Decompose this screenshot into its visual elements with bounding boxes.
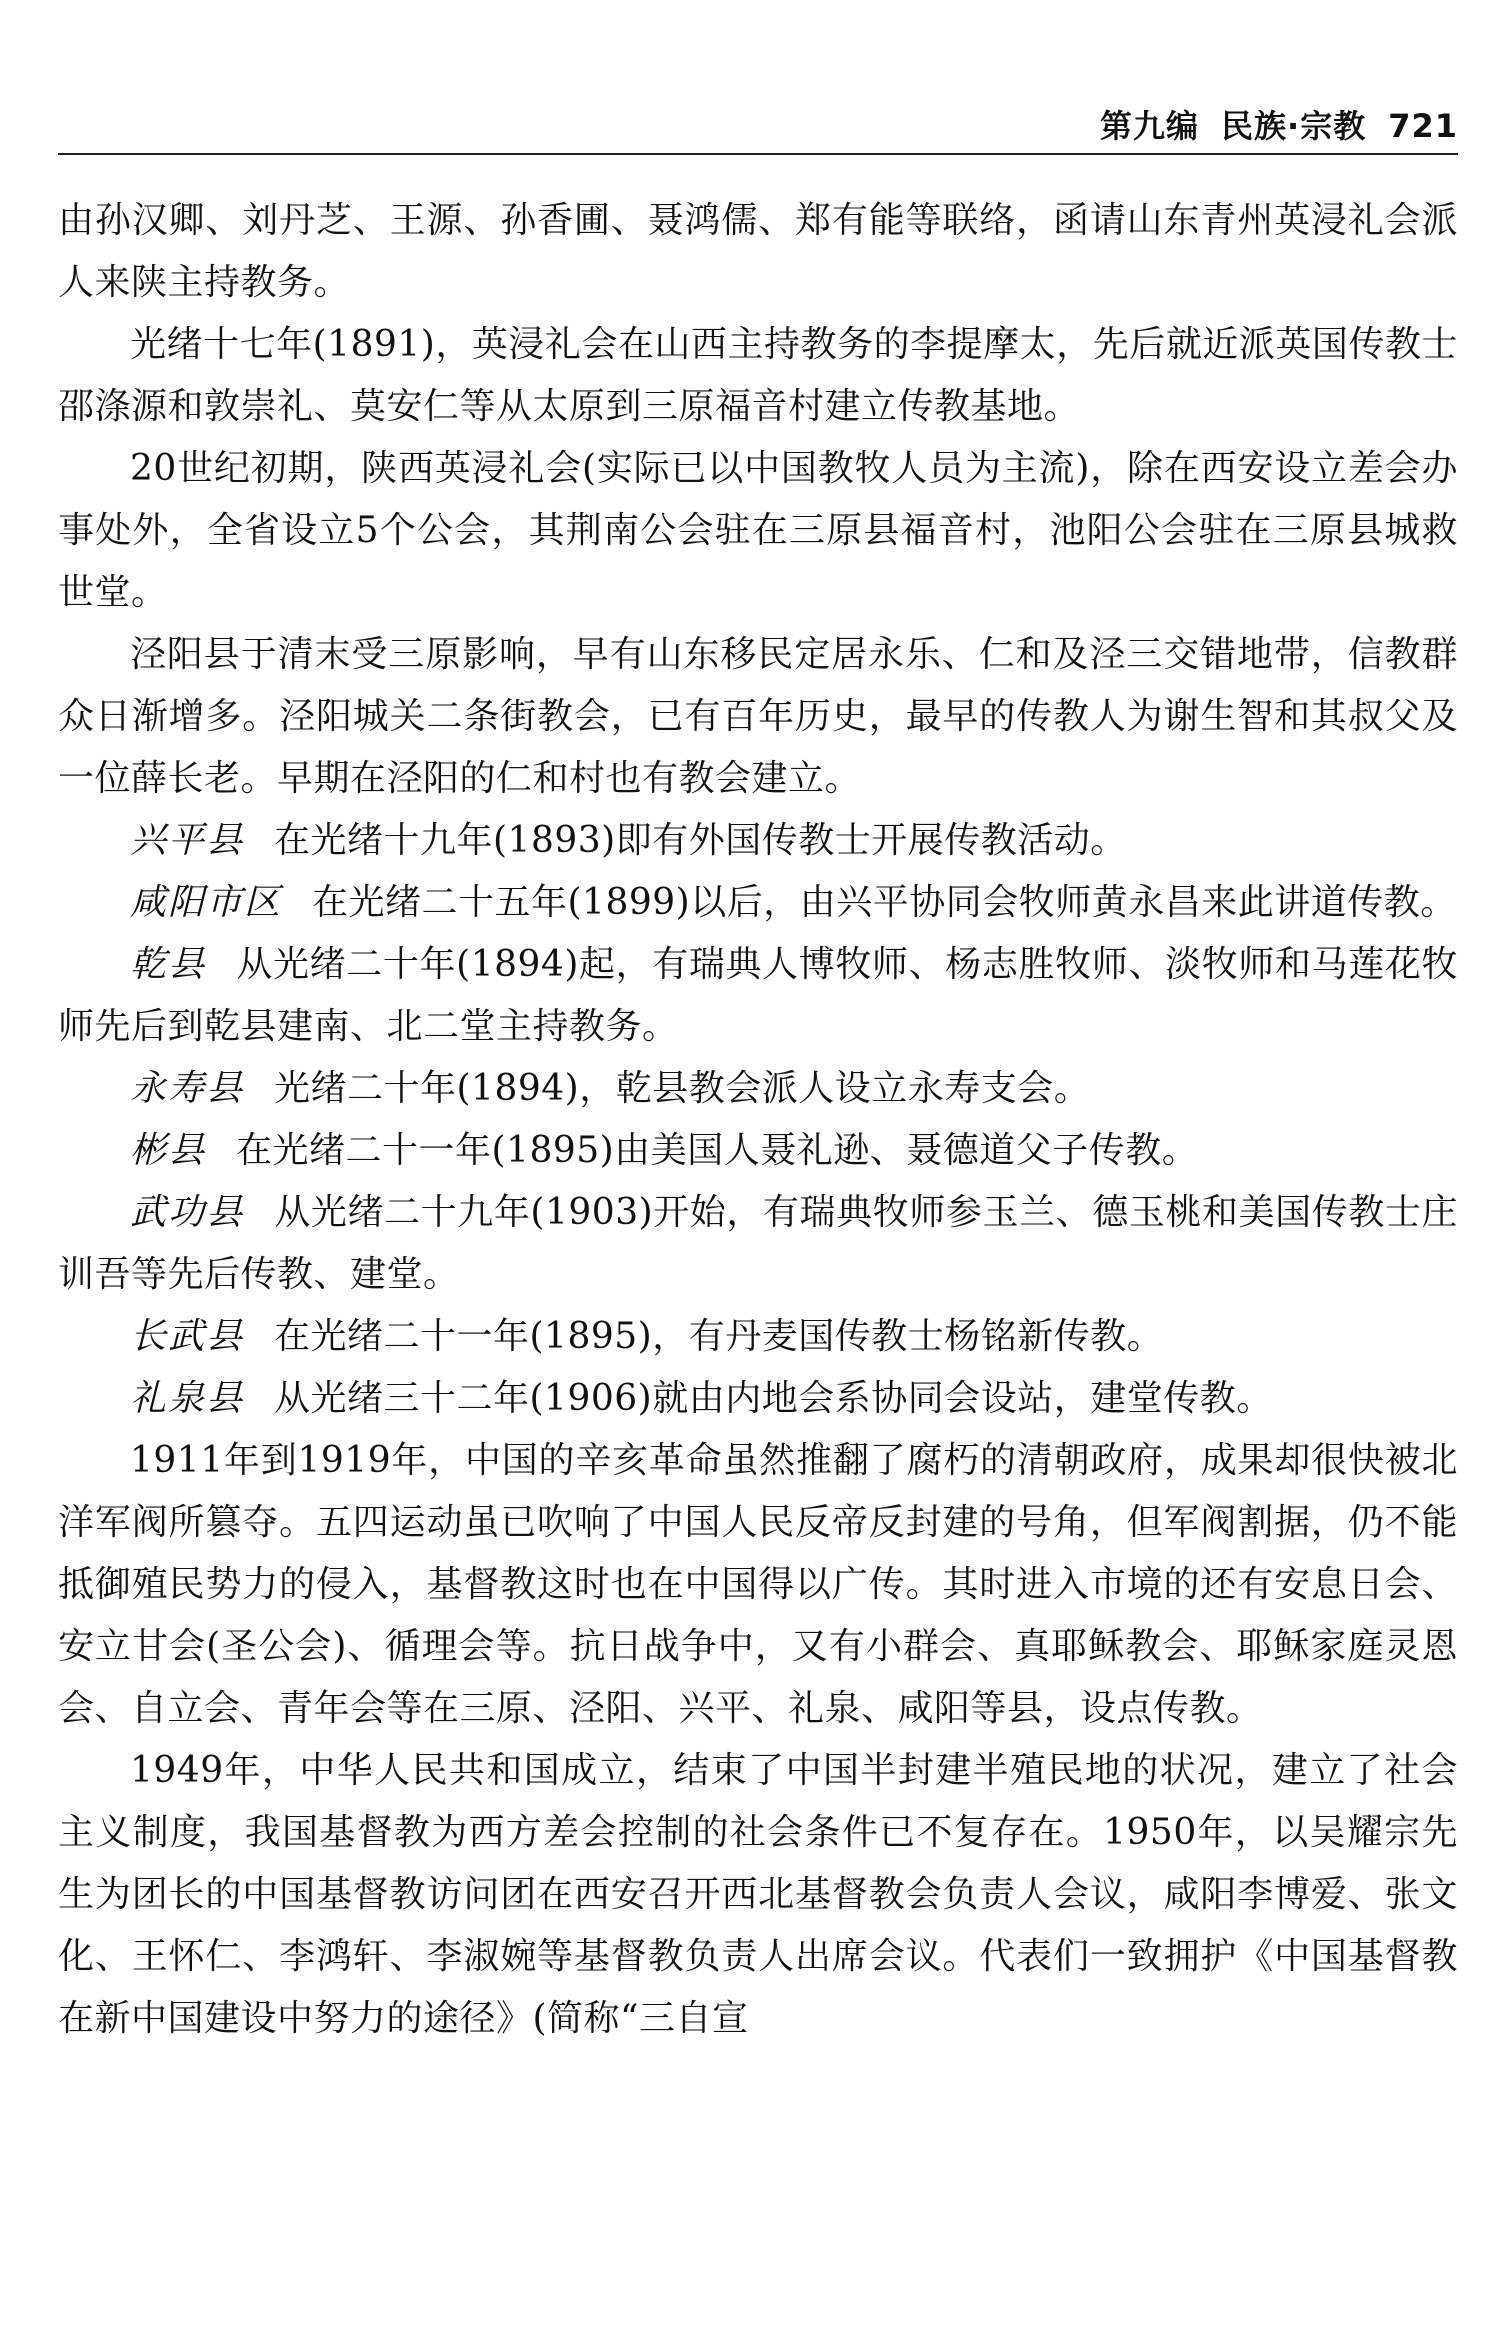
page-number: 721 [1388, 107, 1458, 145]
paragraph-text: 在光绪二十一年(1895)，有丹麦国传教士杨铭新传教。 [274, 1316, 1164, 1357]
paragraph [58, 438, 1458, 624]
running-head-part: 第九编 [1100, 107, 1200, 145]
paragraph-text: 在光绪二十五年(1899)以后，由兴平协同会牧师黄永昌来此讲道传教。 [312, 882, 1457, 923]
paragraph [58, 314, 1458, 438]
county-entry [58, 1368, 1458, 1430]
paragraph [58, 1430, 1458, 1740]
paragraph-text: 在光绪二十一年(1895)由美国人聂礼逊、聂德道父子传教。 [236, 1130, 1199, 1171]
county-name: 永寿县 [130, 1068, 245, 1109]
county-entry [58, 1182, 1458, 1306]
running-head-section: 民族·宗教 [1221, 107, 1367, 145]
paragraph-text: 由孙汉卿、刘丹芝、王源、孙香圃、聂鸿儒、郑有能等联络，函请山东青州英浸礼会派人来陕主持教务。 [58, 200, 1458, 303]
running-head [1100, 104, 1458, 148]
county-name: 兴平县 [130, 820, 245, 861]
county-entry [58, 872, 1458, 934]
paragraph-text: 光绪二十年(1894)，乾县教会派人设立永寿支会。 [274, 1068, 1091, 1109]
paragraph-text: 从光绪二十九年(1903)开始，有瑞典牧师参玉兰、德玉桃和美国传教士庄训吾等先后传教、建堂。 [58, 1192, 1458, 1295]
county-name: 武功县 [130, 1192, 245, 1233]
paragraph-text: 1949年，中华人民共和国成立，结束了中国半封建半殖民地的状况，建立了社会主义制度，我国基督教为西方差会控制的社会条件已不复存在。1950年，以吴耀宗先生为团长的中国基督教访问团在西安召开西北基督教会负责人会议，咸阳李博爱、张文化、王怀仁、李鸿轩、李淑婉等基督教负责人出席会议。代表们一致拥护《中国基督教在新中国建设中努力的途径》(简称“三自宣 [58, 1750, 1458, 2039]
book-page [58, 0, 1458, 2341]
county-entry [58, 1120, 1458, 1182]
paragraph-continuation [58, 190, 1458, 314]
paragraph [58, 624, 1458, 810]
county-name: 咸阳市区 [130, 882, 283, 923]
body-text [58, 190, 1458, 2050]
paragraph-text: 在光绪十九年(1893)即有外国传教士开展传教活动。 [274, 820, 1127, 861]
county-name: 乾县 [130, 944, 207, 985]
county-name: 彬县 [130, 1130, 207, 1171]
county-name: 礼泉县 [130, 1378, 245, 1419]
paragraph-text: 从光绪三十二年(1906)就由内地会系协同会设站，建堂传教。 [274, 1378, 1273, 1419]
paragraph-text: 从光绪二十年(1894)起，有瑞典人博牧师、杨志胜牧师、淡牧师和马莲花牧师先后到乾县建南、北二堂主持教务。 [58, 944, 1458, 1047]
paragraph-text: 光绪十七年(1891)，英浸礼会在山西主持教务的李提摩太，先后就近派英国传教士邵涤源和敦崇礼、莫安仁等从太原到三原福音村建立传教基地。 [58, 324, 1458, 427]
paragraph [58, 1740, 1458, 2050]
county-entry [58, 934, 1458, 1058]
paragraph-text: 1911年到1919年，中国的辛亥革命虽然推翻了腐朽的清朝政府，成果却很快被北洋军阀所篡夺。五四运动虽已吹响了中国人民反帝反封建的号角，但军阀割据，仍不能抵御殖民势力的侵入，基督教这时也在中国得以广传。其时进入市境的还有安息日会、安立甘会(圣公会)、循理会等。抗日战争中，又有小群会、真耶稣教会、耶稣家庭灵恩会、自立会、青年会等在三原、泾阳、兴平、礼泉、咸阳等县，设点传教。 [58, 1440, 1458, 1729]
county-entry [58, 810, 1458, 872]
paragraph-text: 20世纪初期，陕西英浸礼会(实际已以中国教牧人员为主流)，除在西安设立差会办事处外，全省设立5个公会，其荆南公会驻在三原县福音村，池阳公会驻在三原县城救世堂。 [58, 448, 1458, 613]
paragraph-text: 泾阳县于清末受三原影响，早有山东移民定居永乐、仁和及泾三交错地带，信教群众日渐增多。泾阳城关二条街教会，已有百年历史，最早的传教人为谢生智和其叔父及一位薛长老。早期在泾阳的仁和村也有教会建立。 [58, 634, 1458, 799]
county-entry [58, 1306, 1458, 1368]
county-name: 长武县 [130, 1316, 245, 1357]
header-rule [58, 153, 1458, 155]
county-entry [58, 1058, 1458, 1120]
